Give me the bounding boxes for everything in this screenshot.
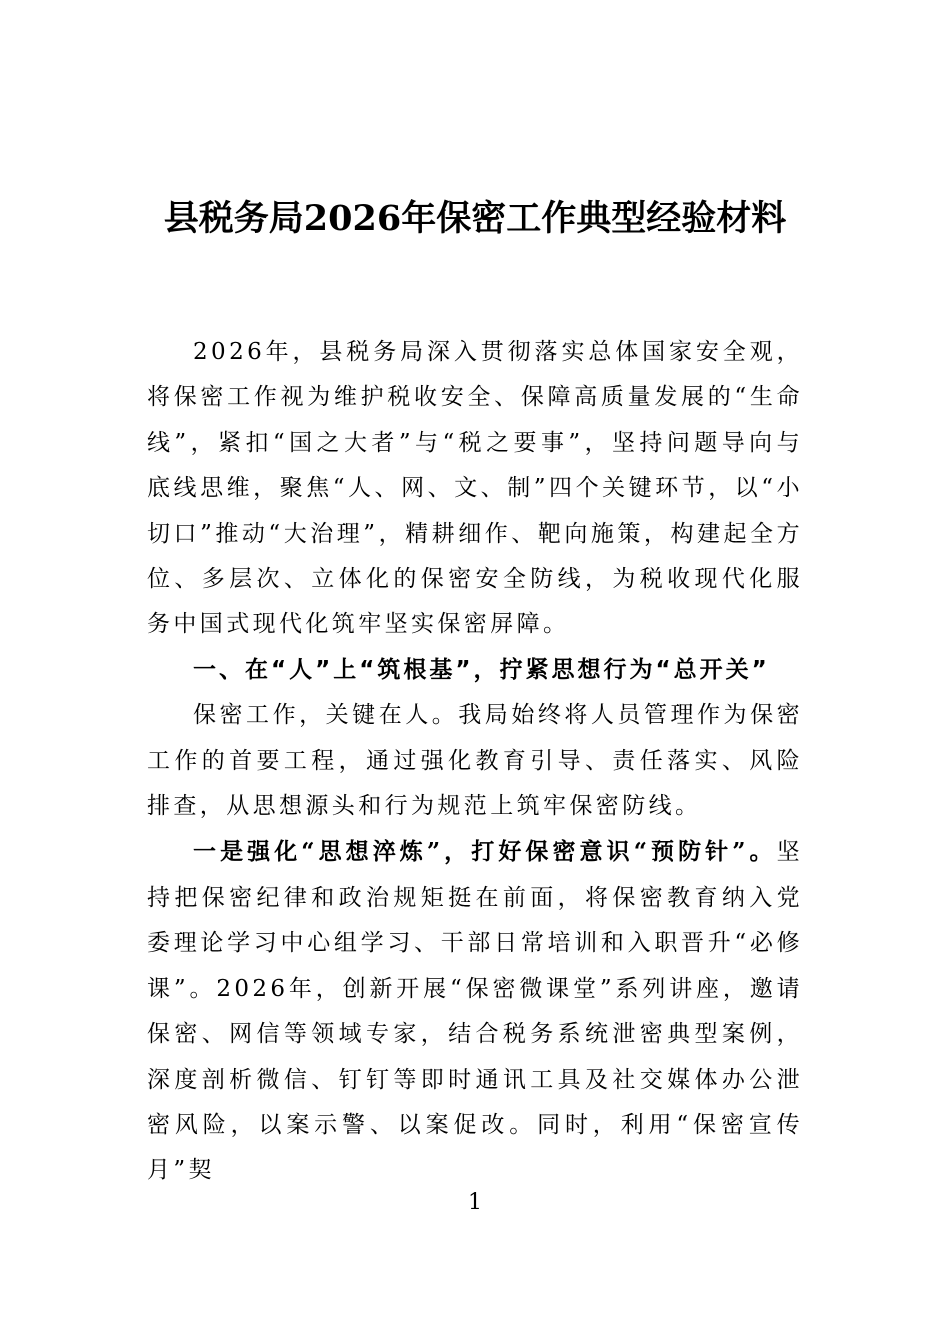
document-body bbox=[147, 330, 803, 1194]
point-1-lead: 一是强化“思想淬炼”，打好保密意识“预防针”。 bbox=[193, 838, 777, 866]
point-1-body: 坚持把保密纪律和政治规矩挺在前面，将保密教育纳入党委理论学习中心组学习、干部日常培训和入职晋升“必修课”。2026年，创新开展“保密微课堂”系列讲座，邀请保密、网信等领域专家，结合税务系统泄密典型案例，深度剖析微信、钉钉等即时通讯工具及社交媒体办公泄密风险，以案示警、以案促改。同时，利用“保密宣传月”契 bbox=[147, 839, 803, 1184]
section-heading-1: 一、在“人”上“筑根基”，拧紧思想行为“总开关” bbox=[193, 656, 770, 683]
document-title: 县税务局2026年保密工作典型经验材料 bbox=[163, 198, 787, 239]
intro-paragraph: 2026年，县税务局深入贯彻落实总体国家安全观，将保密工作视为维护税收安全、保障高质量发展的“生命线”，紧扣“国之大者”与“税之要事”，坚持问题导向与底线思维，聚焦“人、网、文、制”四个关键环节，以“小切口”推动“大治理”，精耕细作、靶向施策，构建起全方位、多层次、立体化的保密安全防线，为税收现代化服务中国式现代化筑牢坚实保密屏障。 bbox=[147, 339, 803, 638]
section-1-intro-paragraph: 保密工作，关键在人。我局始终将人员管理作为保密工作的首要工程，通过强化教育引导、责任落实、风险排查，从思想源头和行为规范上筑牢保密防线。 bbox=[147, 702, 803, 820]
point-1-paragraph bbox=[147, 829, 803, 1193]
page-number: 1 bbox=[468, 1190, 482, 1215]
